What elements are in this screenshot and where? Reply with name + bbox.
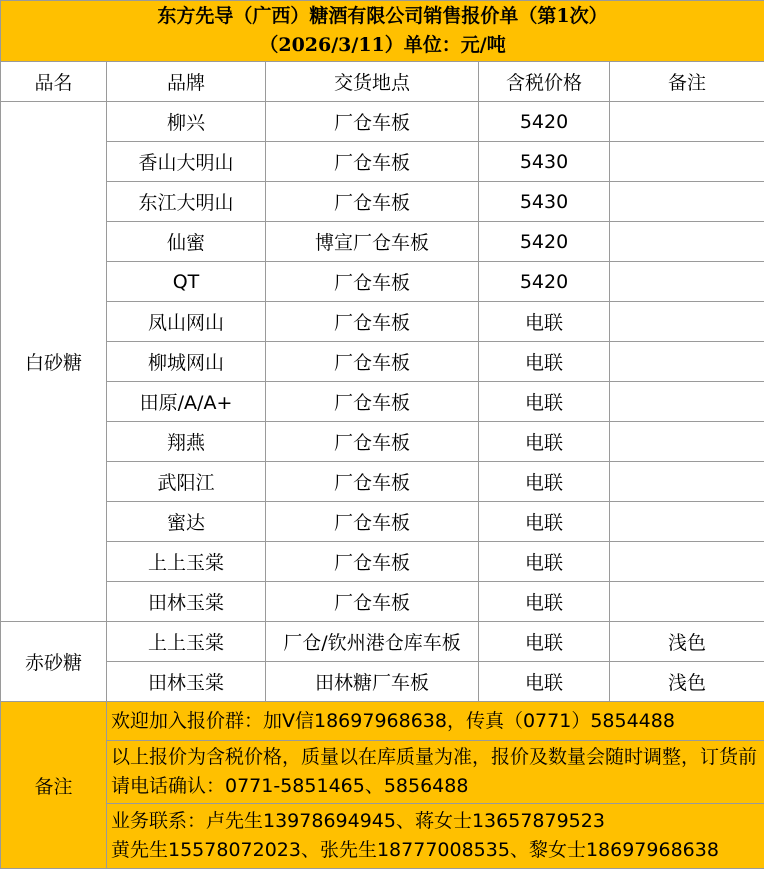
cell-remark [610, 382, 764, 422]
cell-location: 厂仓车板 [266, 542, 479, 582]
cell-location: 厂仓车板 [266, 142, 479, 182]
cell-price: 5420 [479, 262, 610, 302]
notes-row [1, 804, 764, 869]
header-brand: 品牌 [107, 62, 266, 102]
cell-brand: 柳城网山 [107, 342, 266, 382]
cell-brand: 上上玉棠 [107, 622, 266, 662]
cell-brand: 凤山网山 [107, 302, 266, 342]
cell-remark [610, 502, 764, 542]
header-product: 品名 [1, 62, 107, 102]
cell-remark [610, 542, 764, 582]
table-row [1, 622, 764, 662]
cell-price: 电联 [479, 462, 610, 502]
table-row [1, 502, 764, 542]
cell-price: 电联 [479, 382, 610, 422]
table-row [1, 542, 764, 582]
cell-location: 厂仓车板 [266, 582, 479, 622]
cell-brand: 仙蜜 [107, 222, 266, 262]
page-title: 东方先导（广西）糖酒有限公司销售报价单（第1次） [1, 2, 764, 31]
cell-price: 5430 [479, 182, 610, 222]
table-row [1, 382, 764, 422]
notes-label: 备注 [1, 702, 107, 869]
note-line-contacts [107, 804, 764, 869]
cell-location: 厂仓车板 [266, 102, 479, 142]
cell-price: 电联 [479, 542, 610, 582]
cell-location: 厂仓车板 [266, 462, 479, 502]
cell-price: 电联 [479, 662, 610, 702]
cell-price: 电联 [479, 502, 610, 542]
cell-brand: 蜜达 [107, 502, 266, 542]
table-row [1, 582, 764, 622]
cell-remark [610, 142, 764, 182]
table-row [1, 102, 764, 142]
note-line-group: 欢迎加入报价群：加V信18697968638，传真（0771）5854488 [107, 702, 764, 741]
cell-remark [610, 222, 764, 262]
cell-location: 厂仓车板 [266, 342, 479, 382]
notes-row [1, 741, 764, 804]
header-row [1, 62, 764, 102]
cell-brand: 东江大明山 [107, 182, 266, 222]
cell-location: 厂仓车板 [266, 302, 479, 342]
cell-remark [610, 302, 764, 342]
cell-remark [610, 102, 764, 142]
cell-price: 电联 [479, 422, 610, 462]
table-row [1, 302, 764, 342]
cell-location: 厂仓车板 [266, 502, 479, 542]
cell-remark: 浅色 [610, 622, 764, 662]
cell-brand: 柳兴 [107, 102, 266, 142]
cell-remark [610, 182, 764, 222]
table-row [1, 142, 764, 182]
header-remark: 备注 [610, 62, 764, 102]
cell-location: 厂仓车板 [266, 382, 479, 422]
cell-location: 田林糖厂车板 [266, 662, 479, 702]
cell-price: 电联 [479, 622, 610, 662]
cell-brand: 田林玉棠 [107, 662, 266, 702]
cell-price: 5420 [479, 222, 610, 262]
cell-location: 厂仓车板 [266, 262, 479, 302]
table-row [1, 662, 764, 702]
cell-location: 博宣厂仓车板 [266, 222, 479, 262]
cell-brand: 香山大明山 [107, 142, 266, 182]
cell-price: 电联 [479, 302, 610, 342]
cell-remark [610, 582, 764, 622]
cell-brand: 翔燕 [107, 422, 266, 462]
cell-remark: 浅色 [610, 662, 764, 702]
group-name-white-sugar: 白砂糖 [1, 102, 107, 622]
cell-location: 厂仓车板 [266, 182, 479, 222]
cell-price: 电联 [479, 582, 610, 622]
table-row [1, 222, 764, 262]
table-row [1, 462, 764, 502]
cell-remark [610, 262, 764, 302]
cell-price: 5420 [479, 102, 610, 142]
cell-brand: 田原/A/A+ [107, 382, 266, 422]
contacts-line-1: 业务联系：卢先生13978694945、蒋女士13657879523 [111, 807, 760, 836]
cell-price: 电联 [479, 342, 610, 382]
cell-brand: 武阳江 [107, 462, 266, 502]
title-cell [1, 1, 764, 62]
group-name-brown-sugar: 赤砂糖 [1, 622, 107, 702]
table-row [1, 262, 764, 302]
table-row [1, 342, 764, 382]
cell-location: 厂仓车板 [266, 422, 479, 462]
note-line-disclaimer: 以上报价为含税价格，质量以在库质量为准，报价及数量会随时调整，订货前请电话确认：0771-5851465、5856488 [107, 741, 764, 804]
cell-brand: 上上玉棠 [107, 542, 266, 582]
table-row [1, 182, 764, 222]
header-location: 交货地点 [266, 62, 479, 102]
cell-location: 厂仓/钦州港仓库车板 [266, 622, 479, 662]
contacts-line-2: 黄先生15578072023、张先生18777008535、黎女士18697968638 [111, 836, 760, 865]
cell-brand: QT [107, 262, 266, 302]
notes-row [1, 702, 764, 741]
cell-remark [610, 422, 764, 462]
cell-price: 5430 [479, 142, 610, 182]
page-subtitle: （2026/3/11）单位：元/吨 [1, 31, 764, 60]
table-row [1, 422, 764, 462]
cell-brand: 田林玉棠 [107, 582, 266, 622]
cell-remark [610, 462, 764, 502]
title-row [1, 1, 764, 62]
header-price: 含税价格 [479, 62, 610, 102]
cell-remark [610, 342, 764, 382]
